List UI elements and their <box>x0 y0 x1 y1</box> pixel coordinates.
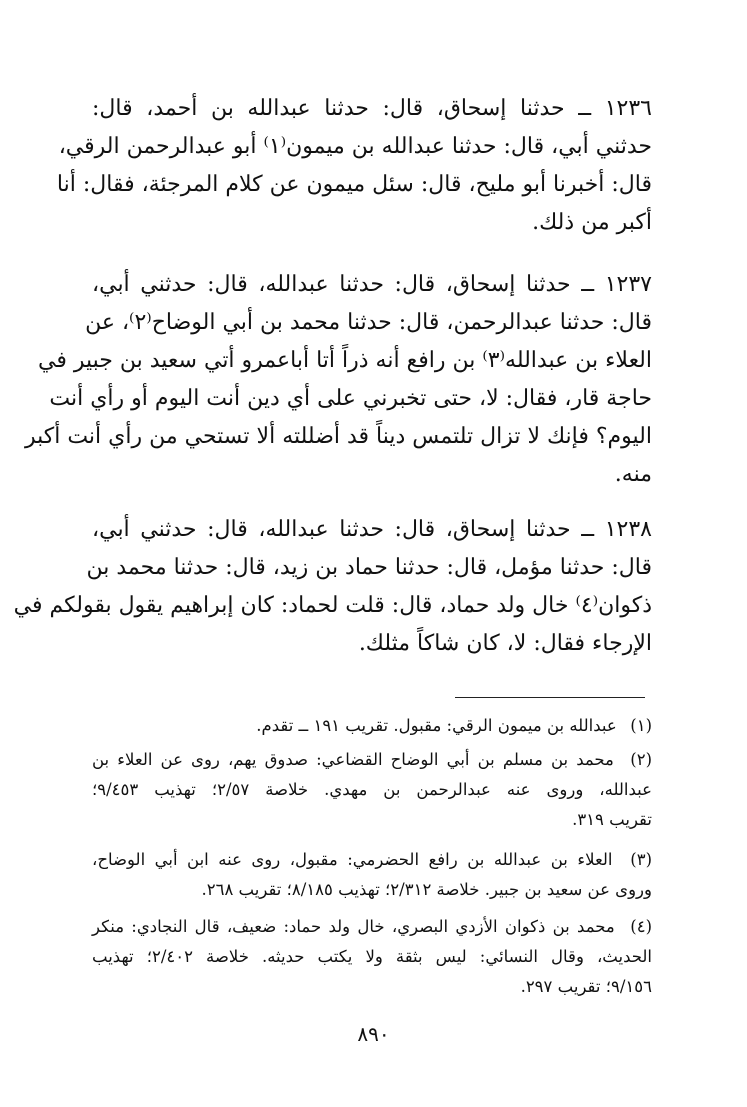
text-line: العلاء بن عبدالله⁽٣⁾ بن رافع أنه ذراً أتا أباعمرو أتي سعيد بن جبير في <box>38 348 652 373</box>
footnote-text: محمد بن ذكوان الأزدي البصري، خال ولد حماد: ضعيف، قال النجادي: منكر <box>92 917 615 936</box>
text-line: ذكوان⁽٤⁾ خال ولد حماد، قال: قلت لحماد: كان إبراهيم يقول بقولكم في <box>13 593 652 618</box>
text-line: قال: أخبرنا أبو مليح، قال: سئل ميمون عن كلام المرجئة، فقال: أنا <box>56 172 652 197</box>
text-line: حاجة قار، فقال: لا، حتى تخبرني على أي دين أنت اليوم أو رأي أنت <box>49 386 652 411</box>
footnote-number: (١) <box>630 716 652 735</box>
text-line: ١٢٣٧ ــ حدثنا إسحاق، قال: حدثنا عبدالله، قال: حدثني أبي، <box>92 272 652 297</box>
footnote-separator <box>455 697 645 698</box>
footnote-text: عبدالله بن ميمون الرقي: مقبول. تقريب ١٩١ ــ تقدم. <box>256 716 617 735</box>
footnote-line: وروى عن سعيد بن جبير. خلاصة ٢/٣١٢؛ تهذيب ٨/١٨٥؛ تقريب ٢٦٨. <box>201 880 652 899</box>
footnote-line <box>92 711 652 741</box>
footnote-2 <box>92 745 652 835</box>
footnote-line <box>92 912 652 942</box>
footnote-number: (٤) <box>630 917 652 936</box>
footnote-line: الحديث، وقال النسائي: ليس بثقة ولا يكتب حديثه. خلاصة ٢/٤٠٢؛ تهذيب <box>92 947 652 966</box>
footnote-line: تقريب ٣١٩. <box>572 810 652 829</box>
page-number: ٨٩٠ <box>357 1022 390 1046</box>
footnote-number: (٣) <box>630 850 652 869</box>
text-line: الإرجاء فقال: لا، كان شاكاً مثلك. <box>358 631 652 656</box>
footnote-number: (٢) <box>630 750 653 769</box>
hadith-1236 <box>56 90 652 242</box>
text-line: قال: حدثنا عبدالرحمن، قال: حدثنا محمد بن أبي الوضاح⁽٢⁾، عن <box>85 310 652 335</box>
footnote-1 <box>92 711 652 741</box>
footnote-text: محمد بن مسلم بن أبي الوضاح القضاعي: صدوق يهم، روى عن العلاء بن <box>92 750 614 769</box>
hadith-1237 <box>24 266 652 494</box>
footnote-3 <box>92 845 652 905</box>
footnote-line: عبدالله، وروى عنه عبدالرحمن بن مهدي. خلاصة ٢/٥٧؛ تهذيب ٩/٤٥٣؛ <box>92 780 652 799</box>
text-line: منه. <box>614 462 652 487</box>
text-line: قال: حدثنا مؤمل، قال: حدثنا حماد بن زيد، قال: حدثنا محمد بن <box>86 555 652 580</box>
footnote-4 <box>92 912 652 1002</box>
footnote-line <box>92 845 652 875</box>
footnote-line: ٩/١٥٦؛ تقريب ٢٩٧. <box>520 977 652 996</box>
footnote-line <box>92 745 652 775</box>
hadith-1238 <box>13 511 652 663</box>
text-line: ١٢٣٨ ــ حدثنا إسحاق، قال: حدثنا عبدالله، قال: حدثني أبي، <box>92 517 652 542</box>
text-line: حدثني أبي، قال: حدثنا عبدالله بن ميمون⁽١⁾ أبو عبدالرحمن الرقي، <box>58 134 652 159</box>
text-line: اليوم؟ فإنك لا تزال تلتمس ديناً قد أضللته ألا تستحي من رأي أنت أكبر <box>24 424 652 449</box>
text-line: ١٢٣٦ ــ حدثنا إسحاق، قال: حدثنا عبدالله بن أحمد، قال: <box>92 96 652 121</box>
footnote-text: العلاء بن عبدالله بن رافع الحضرمي: مقبول، روى عنه ابن أبي الوضاح، <box>92 850 613 869</box>
text-line: أكبر من ذلك. <box>532 210 652 235</box>
